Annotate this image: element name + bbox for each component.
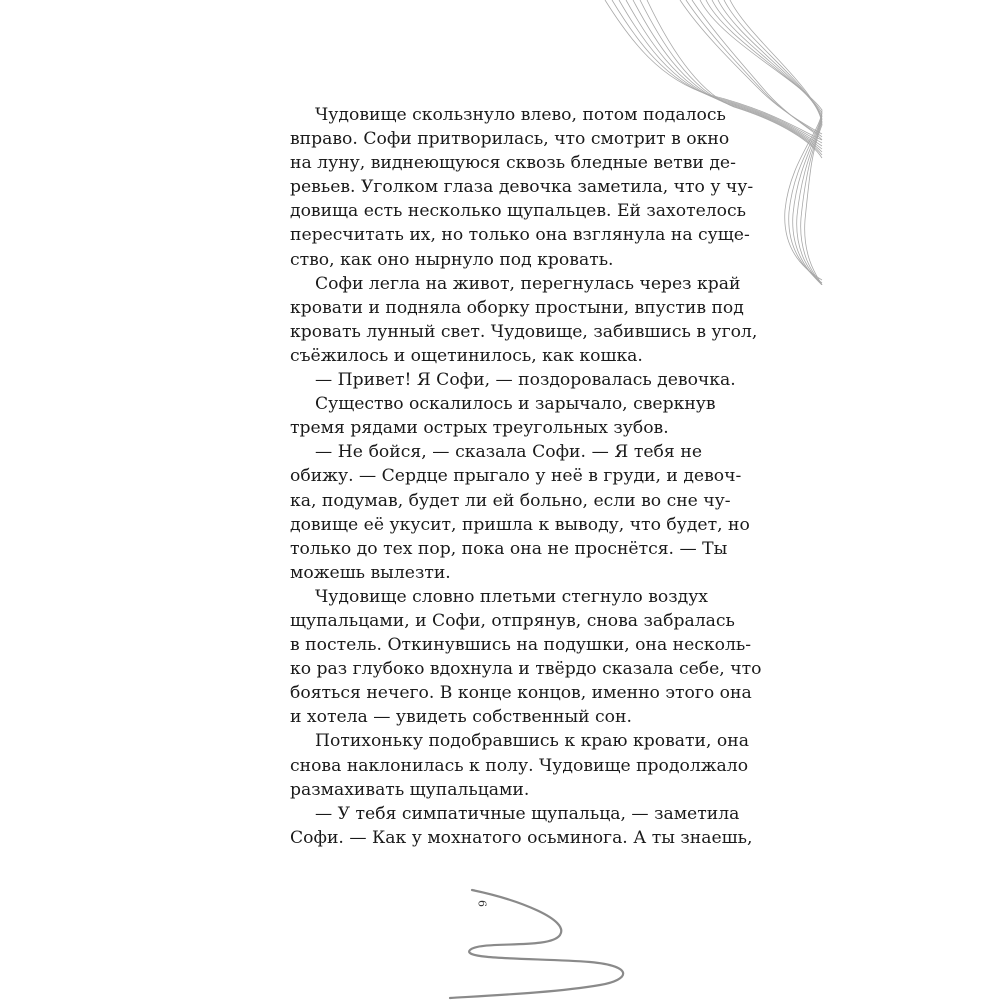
text-line: ревьев. Уголком глаза девочка заметила, что у чу-	[290, 177, 754, 198]
paragraph	[290, 729, 749, 801]
paragraph	[290, 272, 758, 368]
text-line: в постель. Откинувшись на подушки, она несколь-	[290, 635, 752, 656]
text-line: обижу. — Сердце прыгало у неё в груди, и девоч-	[290, 466, 742, 487]
text-line: съёжилось и ощетинилось, как кошка.	[290, 345, 643, 366]
text-line: Софи легла на живот, перегнулась через край	[315, 273, 741, 294]
squiggle-ornament-icon	[420, 880, 630, 1000]
text-line: кровать лунный свет. Чудовище, забившись в угол,	[290, 321, 758, 342]
text-line: тремя рядами острых треугольных зубов.	[290, 418, 669, 439]
body-text	[290, 103, 762, 850]
text-line: Потихоньку подобравшись к краю кровати, она	[315, 731, 749, 752]
text-line: — У тебя симпатичные щупальца, — заметила	[315, 803, 740, 824]
text-line: Чудовище словно плетьми стегнуло воздух	[315, 586, 709, 607]
text-line: кровати и подняла оборку простыни, впустив под	[290, 297, 744, 318]
text-line: снова наклонилась к полу. Чудовище продолжало	[290, 755, 749, 776]
text-line: — Не бойся, — сказала Софи. — Я тебя не	[315, 442, 702, 463]
paragraph	[290, 802, 753, 850]
paragraph	[290, 392, 716, 440]
paragraph	[290, 440, 750, 585]
text-line: ка, подумав, будет ли ей больно, если во сне чу-	[290, 490, 731, 511]
text-line: можешь вылезти.	[290, 562, 451, 583]
text-line: Существо оскалилось и зарычало, сверкнув	[315, 394, 716, 415]
text-line: на луну, виднеющуюся сквозь бледные ветви де-	[290, 153, 736, 174]
paragraph	[290, 103, 754, 272]
text-line: — Привет! Я Софи, — поздоровалась девочка.	[315, 370, 736, 391]
text-line: довища есть несколько щупальцев. Ей захотелось	[290, 201, 747, 222]
page-number: 6	[475, 900, 489, 907]
text-line: ко раз глубоко вдохнула и твёрдо сказала себе, что	[290, 659, 762, 680]
text-line: бояться нечего. В конце концов, именно этого она	[290, 683, 752, 704]
text-line: вправо. Софи притворилась, что смотрит в окно	[290, 129, 730, 150]
text-line: и хотела — увидеть собственный сон.	[290, 707, 632, 728]
paragraph	[290, 585, 762, 730]
text-line: размахивать щупальцами.	[290, 779, 530, 800]
text-line: ство, как оно нырнуло под кровать.	[290, 249, 614, 270]
paragraph	[290, 368, 736, 392]
text-line: только до тех пор, пока она не проснётся. — Ты	[290, 538, 728, 559]
text-line: Софи. — Как у мохнатого осьминога. А ты знаешь,	[290, 827, 753, 848]
text-line: пересчитать их, но только она взглянула на суще-	[290, 225, 750, 246]
text-line: Чудовище скользнуло влево, потом подалось	[315, 105, 726, 125]
text-line: щупальцами, и Софи, отпрянув, снова забралась	[290, 610, 735, 631]
text-line: довище её укусит, пришла к выводу, что будет, но	[290, 514, 750, 535]
